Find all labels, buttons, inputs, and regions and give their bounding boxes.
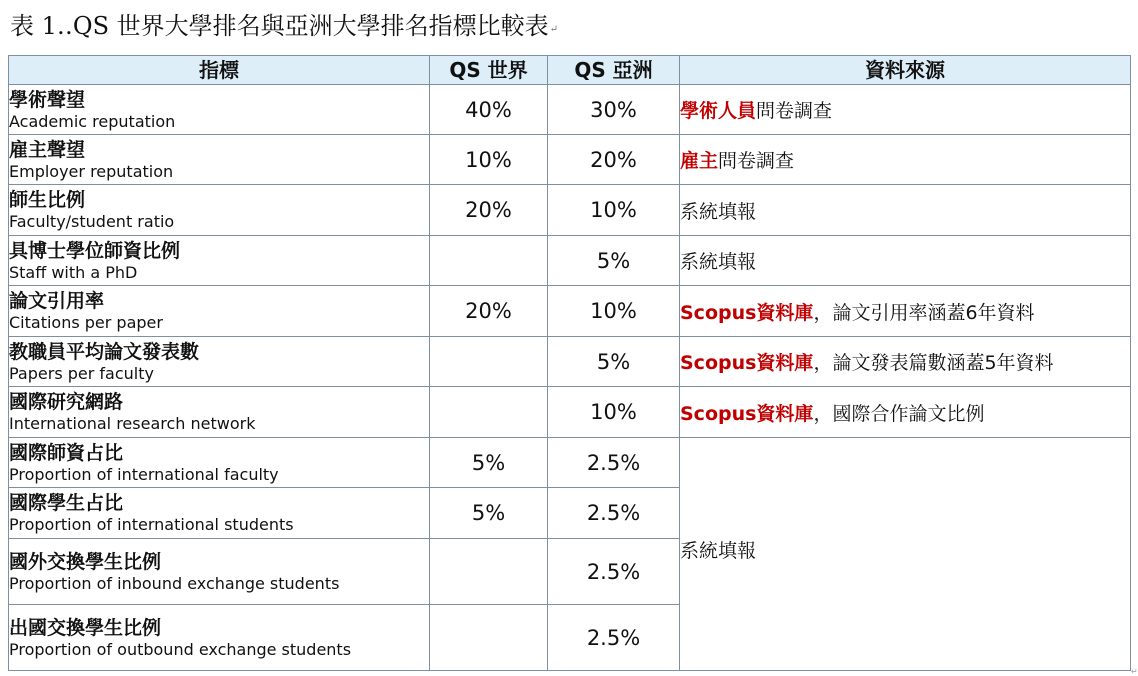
qs-world-value: [430, 337, 548, 387]
indicator-zh: 學術聲望: [9, 88, 86, 111]
indicator-cell: [9, 236, 430, 286]
indicator-zh: 雇主聲望: [9, 138, 86, 161]
source-cell: [680, 135, 1131, 185]
source-highlight: Scopus資料庫: [680, 301, 814, 324]
source-text: ，論文發表篇數涵蓋5年資料: [813, 352, 1054, 374]
source-cell: [680, 236, 1131, 286]
paragraph-mark-icon: ↵: [549, 24, 559, 35]
qs-world-value: [430, 236, 548, 286]
source-highlight: 學術人員: [680, 100, 757, 122]
source-cell: [680, 85, 1131, 135]
table-row: [9, 286, 1131, 337]
indicator-zh: 國際師資占比: [9, 441, 124, 464]
source-cell: [680, 286, 1131, 337]
table-row: [9, 236, 1131, 286]
header-qs-asia: QS 亞洲: [548, 56, 680, 85]
indicator-en: Faculty/student ratio: [9, 212, 175, 231]
source-text: 系統填報: [680, 251, 757, 273]
source-text: 問卷調查: [756, 100, 833, 122]
qs-world-value: [430, 539, 548, 605]
table-row: [9, 387, 1131, 438]
qs-world-value: 20%: [430, 286, 548, 337]
table-row: [9, 438, 1131, 488]
qs-asia-value: 20%: [548, 135, 680, 185]
indicator-zh: 國際學生占比: [9, 492, 124, 514]
qs-asia-value: 5%: [548, 337, 680, 387]
indicator-zh: 師生比例: [9, 189, 86, 211]
indicator-cell: [9, 438, 430, 488]
indicator-cell: [9, 387, 430, 438]
indicator-en: Proportion of inbound exchange students: [9, 573, 340, 593]
table-row: [9, 185, 1131, 236]
source-text: ，論文引用率涵蓋6年資料: [813, 301, 1035, 324]
qs-asia-value: 2.5%: [548, 488, 680, 539]
qs-asia-value: 2.5%: [548, 539, 680, 605]
table-row: [9, 85, 1131, 135]
indicator-en: Academic reputation: [9, 111, 176, 131]
indicator-en: Proportion of international students: [9, 515, 294, 534]
qs-world-value: [430, 387, 548, 438]
header-row: [9, 56, 1131, 85]
end-mark-icon: ↵: [1131, 667, 1138, 676]
source-cell: [680, 185, 1131, 236]
caption-text: 表 1‥QS 世界大學排名與亞洲大學排名指標比較表: [10, 12, 549, 40]
source-highlight: Scopus資料庫: [680, 402, 814, 425]
qs-world-value: 40%: [430, 85, 548, 135]
qs-world-value: 20%: [430, 185, 548, 236]
indicator-zh: 論文引用率: [9, 290, 105, 312]
indicator-cell: [9, 605, 430, 671]
table-row: [9, 135, 1131, 185]
table-caption: [10, 9, 1130, 43]
qs-asia-value: 10%: [548, 286, 680, 337]
qs-world-value: 5%: [430, 488, 548, 539]
header-qs-world: QS 世界: [430, 56, 548, 85]
header-indicator: 指標: [9, 56, 430, 85]
indicator-zh: 國際研究網路: [9, 391, 124, 413]
qs-asia-value: 30%: [548, 85, 680, 135]
qs-asia-value: 5%: [548, 236, 680, 286]
qs-asia-value: 2.5%: [548, 605, 680, 671]
indicator-cell: [9, 539, 430, 605]
source-text: 系統填報: [680, 200, 757, 223]
table-row: [9, 337, 1131, 387]
indicator-comparison-table: [8, 55, 1131, 671]
indicator-zh: 教職員平均論文發表數: [9, 340, 200, 363]
indicator-en: Proportion of outbound exchange students: [9, 639, 352, 659]
qs-asia-value: 2.5%: [548, 438, 680, 488]
qs-asia-value: 10%: [548, 185, 680, 236]
indicator-cell: [9, 286, 430, 337]
indicator-cell: [9, 85, 430, 135]
indicator-en: Staff with a PhD: [9, 262, 138, 282]
source-cell: [680, 387, 1131, 438]
source-cell-merged: 系統填報: [680, 438, 1131, 671]
indicator-zh: 出國交換學生比例: [9, 616, 162, 639]
indicator-zh: 國外交換學生比例: [9, 550, 162, 573]
indicator-en: Papers per faculty: [9, 363, 154, 383]
source-text: 問卷調查: [718, 150, 795, 172]
indicator-cell: [9, 185, 430, 236]
qs-world-value: 5%: [430, 438, 548, 488]
indicator-cell: [9, 488, 430, 539]
header-data-source: 資料來源: [680, 56, 1131, 85]
source-highlight: 雇主: [680, 150, 719, 172]
indicator-cell: [9, 135, 430, 185]
indicator-en: Citations per paper: [9, 313, 163, 332]
indicator-cell: [9, 337, 430, 387]
source-cell: [680, 337, 1131, 387]
qs-world-value: 10%: [430, 135, 548, 185]
qs-asia-value: 10%: [548, 387, 680, 438]
qs-world-value: [430, 605, 548, 671]
indicator-en: Proportion of international faculty: [9, 464, 279, 484]
source-highlight: Scopus資料庫: [680, 352, 814, 374]
indicator-en: International research network: [9, 414, 256, 433]
indicator-zh: 具博士學位師資比例: [9, 239, 181, 262]
indicator-en: Employer reputation: [9, 161, 174, 181]
source-text: ，國際合作論文比例: [813, 402, 985, 425]
